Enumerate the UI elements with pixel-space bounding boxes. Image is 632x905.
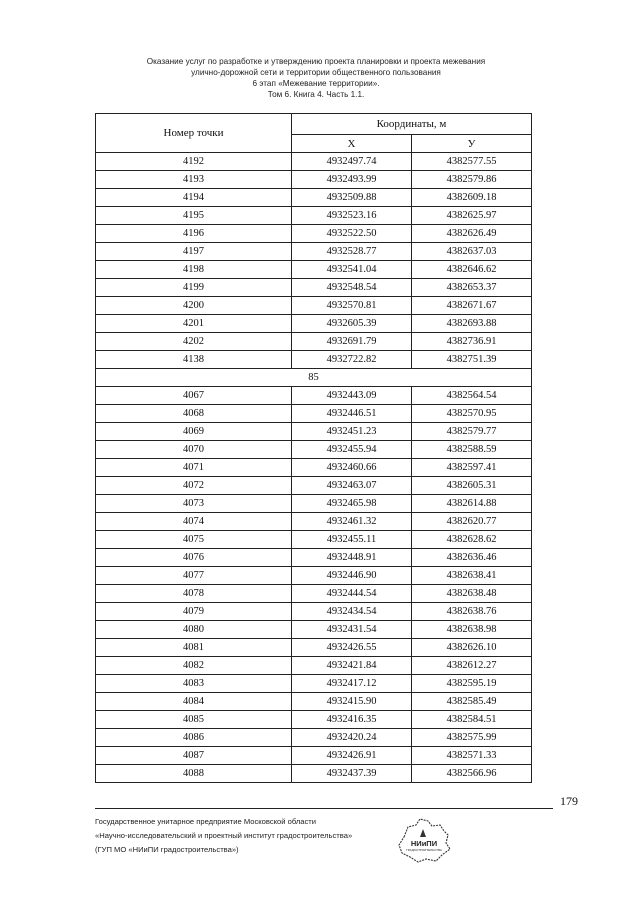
x-coordinate-cell: 4932431.54 [292, 621, 412, 639]
logo-text: НИиПИ [410, 839, 438, 848]
y-coordinate-cell: 4382751.39 [412, 351, 532, 369]
point-number-cell: 4070 [96, 441, 292, 459]
table-row [96, 711, 532, 729]
y-coordinate-cell: 4382595.19 [412, 675, 532, 693]
table-row [96, 567, 532, 585]
y-coordinate-cell: 4382571.33 [412, 747, 532, 765]
table-row [96, 279, 532, 297]
y-coordinate-cell: 4382653.37 [412, 279, 532, 297]
table-row [96, 189, 532, 207]
y-coordinate-cell: 4382575.99 [412, 729, 532, 747]
y-coordinate-cell: 4382585.49 [412, 693, 532, 711]
y-coordinate-cell: 4382588.59 [412, 441, 532, 459]
y-coordinate-cell: 4382638.76 [412, 603, 532, 621]
x-coordinate-cell: 4932522.50 [292, 225, 412, 243]
point-number-cell: 4072 [96, 477, 292, 495]
x-coordinate-cell: 4932426.91 [292, 747, 412, 765]
x-coordinate-cell: 4932443.09 [292, 387, 412, 405]
x-coordinate-cell: 4932509.88 [292, 189, 412, 207]
table-row [96, 729, 532, 747]
point-number-cell: 4076 [96, 549, 292, 567]
header-x: X [292, 135, 412, 153]
x-coordinate-cell: 4932444.54 [292, 585, 412, 603]
table-row [96, 441, 532, 459]
y-coordinate-cell: 4382564.54 [412, 387, 532, 405]
y-coordinate-cell: 4382637.03 [412, 243, 532, 261]
x-coordinate-cell: 4932541.04 [292, 261, 412, 279]
x-coordinate-cell: 4932448.91 [292, 549, 412, 567]
x-coordinate-cell: 4932460.66 [292, 459, 412, 477]
x-coordinate-cell: 4932465.98 [292, 495, 412, 513]
y-coordinate-cell: 4382579.86 [412, 171, 532, 189]
y-coordinate-cell: 4382626.49 [412, 225, 532, 243]
coordinates-table [95, 113, 532, 783]
x-coordinate-cell: 4932455.11 [292, 531, 412, 549]
point-number-cell: 4200 [96, 297, 292, 315]
footer-divider [95, 808, 553, 809]
footer-line-2: «Научно-исследовательский и проектный институт градостроительства» [95, 831, 353, 840]
point-number-cell: 4086 [96, 729, 292, 747]
table-row [96, 675, 532, 693]
section-label: 85 [96, 369, 532, 387]
y-coordinate-cell: 4382570.95 [412, 405, 532, 423]
y-coordinate-cell: 4382609.18 [412, 189, 532, 207]
table-row [96, 423, 532, 441]
x-coordinate-cell: 4932421.84 [292, 657, 412, 675]
y-coordinate-cell: 4382638.41 [412, 567, 532, 585]
x-coordinate-cell: 4932461.32 [292, 513, 412, 531]
point-number-cell: 4067 [96, 387, 292, 405]
x-coordinate-cell: 4932446.51 [292, 405, 412, 423]
table-row [96, 693, 532, 711]
x-coordinate-cell: 4932415.90 [292, 693, 412, 711]
y-coordinate-cell: 4382625.97 [412, 207, 532, 225]
table-row [96, 513, 532, 531]
point-number-cell: 4074 [96, 513, 292, 531]
x-coordinate-cell: 4932570.81 [292, 297, 412, 315]
x-coordinate-cell: 4932493.99 [292, 171, 412, 189]
point-number-cell: 4085 [96, 711, 292, 729]
point-number-cell: 4071 [96, 459, 292, 477]
y-coordinate-cell: 4382605.31 [412, 477, 532, 495]
y-coordinate-cell: 4382612.27 [412, 657, 532, 675]
footer-organization [95, 815, 352, 857]
table-row [96, 747, 532, 765]
point-number-cell: 4195 [96, 207, 292, 225]
x-coordinate-cell: 4932417.12 [292, 675, 412, 693]
y-coordinate-cell: 4382736.91 [412, 333, 532, 351]
header-line-1: Оказание услуг по разработке и утверждению проекта планировки и проекта межевания [146, 57, 486, 66]
table-row [96, 387, 532, 405]
point-number-cell: 4196 [96, 225, 292, 243]
table-row [96, 315, 532, 333]
x-coordinate-cell: 4932434.54 [292, 603, 412, 621]
point-number-cell: 4075 [96, 531, 292, 549]
x-coordinate-cell: 4932528.77 [292, 243, 412, 261]
moscow-region-map-logo-icon [396, 817, 452, 863]
y-coordinate-cell: 4382638.98 [412, 621, 532, 639]
x-coordinate-cell: 4932548.54 [292, 279, 412, 297]
header-y: У [412, 135, 532, 153]
table-row [96, 639, 532, 657]
point-number-cell: 4084 [96, 693, 292, 711]
table-row [96, 297, 532, 315]
table-row [96, 171, 532, 189]
point-number-cell: 4192 [96, 153, 292, 171]
y-coordinate-cell: 4382597.41 [412, 459, 532, 477]
y-coordinate-cell: 4382646.62 [412, 261, 532, 279]
x-coordinate-cell: 4932437.39 [292, 765, 412, 783]
x-coordinate-cell: 4932451.23 [292, 423, 412, 441]
table-row [96, 153, 532, 171]
point-number-cell: 4080 [96, 621, 292, 639]
x-coordinate-cell: 4932605.39 [292, 315, 412, 333]
header-line-3: 6 этап «Межевание территории». [252, 79, 380, 88]
y-coordinate-cell: 4382579.77 [412, 423, 532, 441]
header-point-number: Номер точки [96, 114, 292, 153]
y-coordinate-cell: 4382620.77 [412, 513, 532, 531]
point-number-cell: 4087 [96, 747, 292, 765]
table-row [96, 333, 532, 351]
table-row [96, 405, 532, 423]
y-coordinate-cell: 4382584.51 [412, 711, 532, 729]
table-row [96, 243, 532, 261]
section-row [96, 369, 532, 387]
table-row [96, 531, 532, 549]
x-coordinate-cell: 4932446.90 [292, 567, 412, 585]
page-number: 179 [560, 794, 578, 808]
point-number-cell: 4073 [96, 495, 292, 513]
y-coordinate-cell: 4382577.55 [412, 153, 532, 171]
x-coordinate-cell: 4932523.16 [292, 207, 412, 225]
table-row [96, 459, 532, 477]
point-number-cell: 4201 [96, 315, 292, 333]
x-coordinate-cell: 4932722.82 [292, 351, 412, 369]
y-coordinate-cell: 4382671.67 [412, 297, 532, 315]
point-number-cell: 4083 [96, 675, 292, 693]
header-line-4: Том 6. Книга 4. Часть 1.1. [267, 90, 365, 99]
table-row [96, 657, 532, 675]
table-row [96, 603, 532, 621]
point-number-cell: 4078 [96, 585, 292, 603]
point-number-cell: 4079 [96, 603, 292, 621]
point-number-cell: 4193 [96, 171, 292, 189]
point-number-cell: 4077 [96, 567, 292, 585]
x-coordinate-cell: 4932455.94 [292, 441, 412, 459]
x-coordinate-cell: 4932426.55 [292, 639, 412, 657]
x-coordinate-cell: 4932497.74 [292, 153, 412, 171]
y-coordinate-cell: 4382638.48 [412, 585, 532, 603]
table-row [96, 621, 532, 639]
table-row [96, 585, 532, 603]
x-coordinate-cell: 4932420.24 [292, 729, 412, 747]
y-coordinate-cell: 4382628.62 [412, 531, 532, 549]
table-row [96, 351, 532, 369]
y-coordinate-cell: 4382566.96 [412, 765, 532, 783]
x-coordinate-cell: 4932463.07 [292, 477, 412, 495]
logo-subtext: ГРАДОСТРОИТЕЛЬСТВА [406, 848, 442, 852]
footer-line-3: (ГУП МО «НИиПИ градостроительства») [95, 845, 239, 854]
point-number-cell: 4138 [96, 351, 292, 369]
table-row [96, 765, 532, 783]
table-row [96, 207, 532, 225]
point-number-cell: 4069 [96, 423, 292, 441]
header-coordinates: Координаты, м [292, 114, 532, 135]
table-row [96, 261, 532, 279]
y-coordinate-cell: 4382626.10 [412, 639, 532, 657]
point-number-cell: 4197 [96, 243, 292, 261]
point-number-cell: 4088 [96, 765, 292, 783]
y-coordinate-cell: 4382614.88 [412, 495, 532, 513]
x-coordinate-cell: 4932416.35 [292, 711, 412, 729]
point-number-cell: 4081 [96, 639, 292, 657]
point-number-cell: 4202 [96, 333, 292, 351]
y-coordinate-cell: 4382693.88 [412, 315, 532, 333]
point-number-cell: 4199 [96, 279, 292, 297]
header-line-2: улично-дорожной сети и территории общественного пользования [191, 68, 441, 77]
table-body [96, 153, 532, 783]
document-header [0, 56, 632, 100]
y-coordinate-cell: 4382636.46 [412, 549, 532, 567]
table-row [96, 225, 532, 243]
x-coordinate-cell: 4932691.79 [292, 333, 412, 351]
table-row [96, 495, 532, 513]
footer-line-1: Государственное унитарное предприятие Московской области [95, 817, 317, 826]
table-row [96, 477, 532, 495]
point-number-cell: 4198 [96, 261, 292, 279]
point-number-cell: 4068 [96, 405, 292, 423]
point-number-cell: 4082 [96, 657, 292, 675]
point-number-cell: 4194 [96, 189, 292, 207]
table-row [96, 549, 532, 567]
